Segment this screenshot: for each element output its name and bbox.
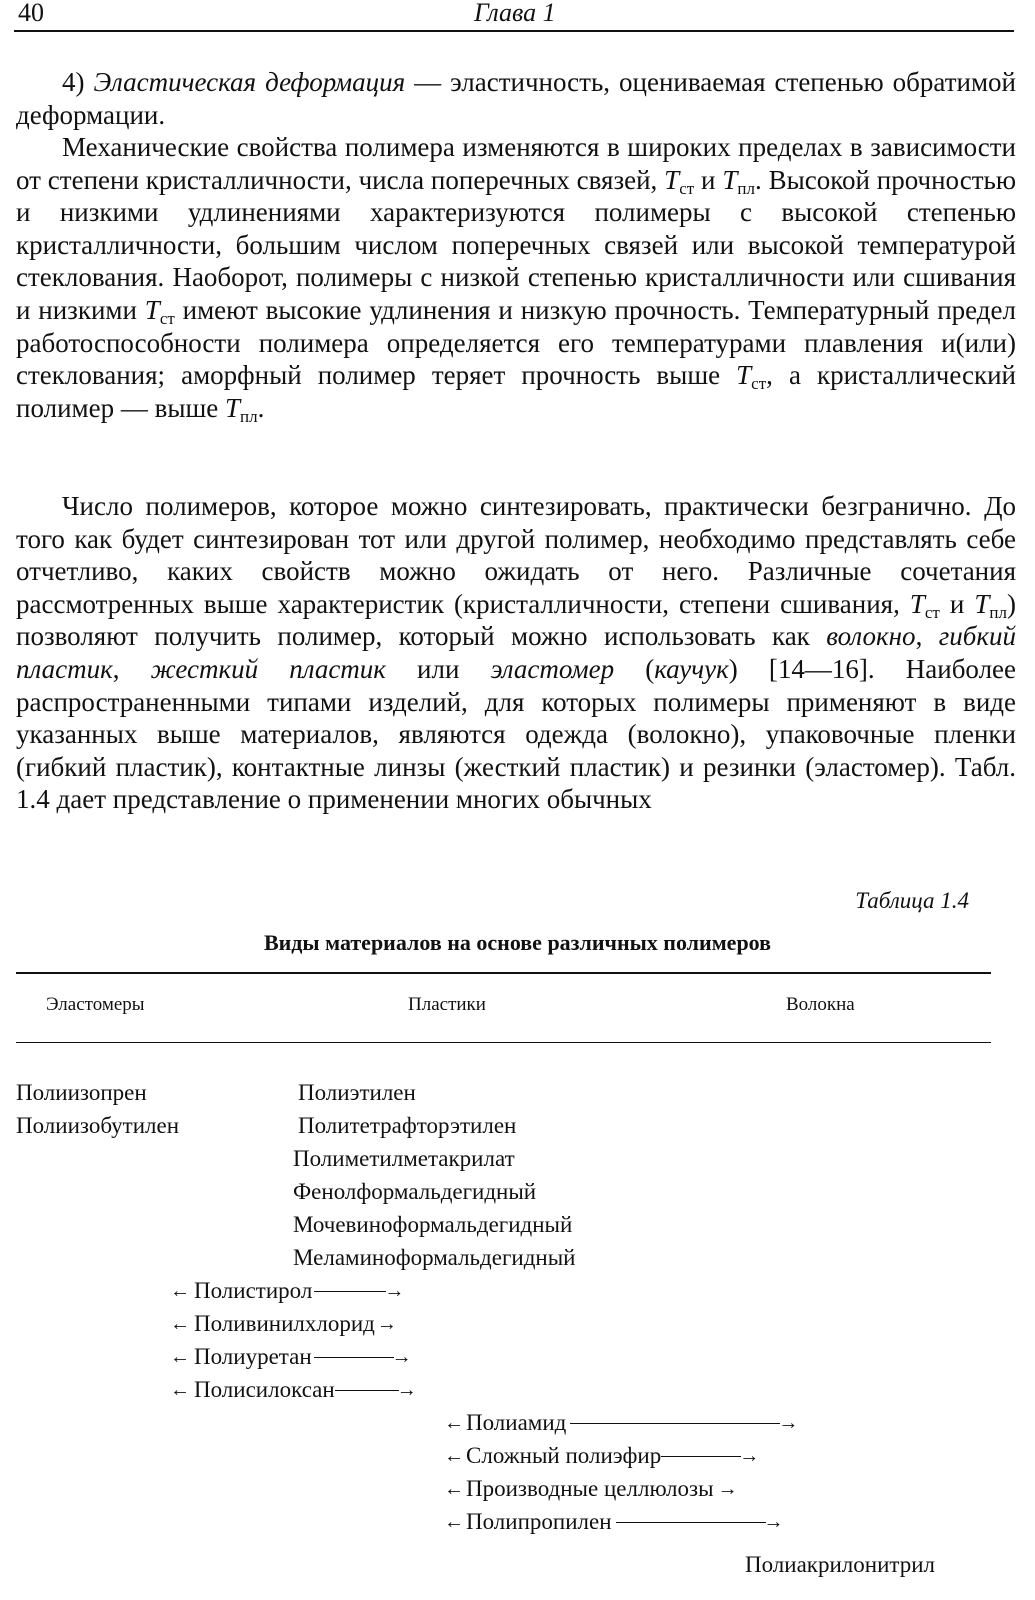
arrow-right-icon: → [384, 1279, 405, 1302]
arrow-left-icon: ← [170, 1378, 190, 1401]
table-entry-elastomer: Полиизопрен [16, 1080, 147, 1105]
running-head: Глава 1 [474, 0, 556, 27]
arrow-right-icon: → [376, 1312, 397, 1335]
polymer-name: Полипропилен [466, 1509, 612, 1534]
arrow-left-icon: ← [444, 1411, 464, 1434]
polymer-name: Полиамид [466, 1410, 567, 1435]
arrow-right-icon: → [763, 1510, 784, 1533]
table-entry-plastic: Полиэтилен [298, 1080, 416, 1105]
table-entry-elastomer-plastic [170, 1344, 412, 1370]
table-entry-plastic: Политетрафторэтилен [298, 1113, 517, 1138]
paragraph-elastic-deformation [16, 66, 1016, 131]
table-entry-plastic-fiber [444, 1509, 784, 1535]
polymer-name: Производные целлюлозы [466, 1476, 714, 1501]
table-entry-plastic-fiber [444, 1443, 759, 1469]
table-entry-plastic: Меламиноформальдегидный [293, 1245, 576, 1270]
arrow-right-icon: → [778, 1411, 799, 1434]
table-title: Виды материалов на основе различных полимеров [263, 930, 772, 955]
arrow-right-icon: → [396, 1378, 417, 1401]
arrow-left-icon: ← [170, 1345, 190, 1368]
arrow-left-icon: ← [170, 1312, 190, 1335]
arrow-left-icon: ← [444, 1510, 464, 1533]
paragraph-text: Число полимеров, которое можно синтезировать, практически безгранично. До того как будет синтезирован тот или другой полимер, необходимо представлять себе отчетливо, каких свойств можно ожидать от него. Различные сочетания рассмотренных выше характеристик (кристалличности, степени сшивания, $T_{ст}$ и $T_{пл}$) позволяют получить полимер, который можно использовать как волокно, гибкий пластик, жесткий пластик или эластомер (каучук) [14—16]. Наиболее распространенными типами изделий, для которых полимеры применяют в виде указанных выше материалов, являются одежда (волокно), упаковочные пленки (гибкий пластик), контактные линзы (жесткий пластик) и резинки (эластомер). Табл. 1.4 дает представление о применении многих обычных [16, 491, 1017, 815]
table-entry-plastic: Полиметилметакрилат [293, 1146, 515, 1171]
table-entry-plastic-fiber [444, 1476, 738, 1502]
polymer-name: Поливинилхлорид [194, 1311, 375, 1336]
paragraph-text: Механические свойства полимера изменяются в широких пределах в зависимости от степени кристалличности, числа поперечных связей, $T_{ст}$ и $T_{пл}$. Высокой прочностью и низкими удлинениями характеризуются полимеры с высокой степенью кристалличности, большим числом поперечных связей или высокой температурой стеклования. Наоборот, полимеры с низкой степенью кристалличности или сшивания и низкими $T_{ст}$ имеют высокие удлинения и низкую прочность. Температурный предел работоспособности полимера определяется его температурами плавления и(или) стеклования; аморфный полимер теряет прочность выше $T_{ст}$, а кристаллический полимер — выше $T_{пл}$. [16, 132, 1016, 426]
arrow-right-icon: → [739, 1444, 760, 1467]
page-header [14, 0, 1014, 32]
table-top-rule [16, 972, 991, 974]
table-header-rule [16, 1042, 991, 1043]
table-entry-fiber: Полиакрилонитрил [745, 1552, 935, 1577]
arrow-left-icon: ← [444, 1477, 464, 1500]
paragraph-polymer-synthesis [16, 490, 1016, 816]
table-entry-elastomer-plastic [170, 1311, 397, 1337]
arrow-left-icon: ← [170, 1279, 190, 1302]
column-header-elastomers: Эластомеры [46, 994, 145, 1015]
polymer-name: Полистирол [194, 1278, 313, 1303]
table-entry-plastic: Фенолформальдегидный [293, 1179, 537, 1204]
arrow-left-icon: ← [444, 1444, 464, 1467]
table-entry-elastomer-plastic [170, 1377, 417, 1403]
arrow-right-icon: → [717, 1477, 738, 1500]
column-header-fibers: Волокна [786, 994, 855, 1015]
table-entry-elastomer: Полиизобутилен [16, 1113, 180, 1138]
page-number: 40 [18, 0, 44, 27]
column-header-plastics: Пластики [408, 994, 486, 1015]
table-label: Таблица 1.4 [855, 888, 969, 913]
arrow-right-icon: → [391, 1345, 412, 1368]
paragraph-text: 4) Эластическая деформация — эластичность, оцениваемая степенью обратимой деформации. [16, 67, 1016, 130]
polymer-name: Сложный полиэфир [466, 1443, 662, 1468]
table-entry-plastic-fiber [444, 1410, 798, 1436]
table-entry-elastomer-plastic [170, 1278, 404, 1304]
polymer-name: Полисилоксан [194, 1377, 335, 1402]
paragraph-mechanical-properties [16, 131, 1016, 424]
table-entry-plastic: Мочевиноформальдегидный [293, 1212, 573, 1237]
polymer-name: Полиуретан [194, 1344, 312, 1369]
